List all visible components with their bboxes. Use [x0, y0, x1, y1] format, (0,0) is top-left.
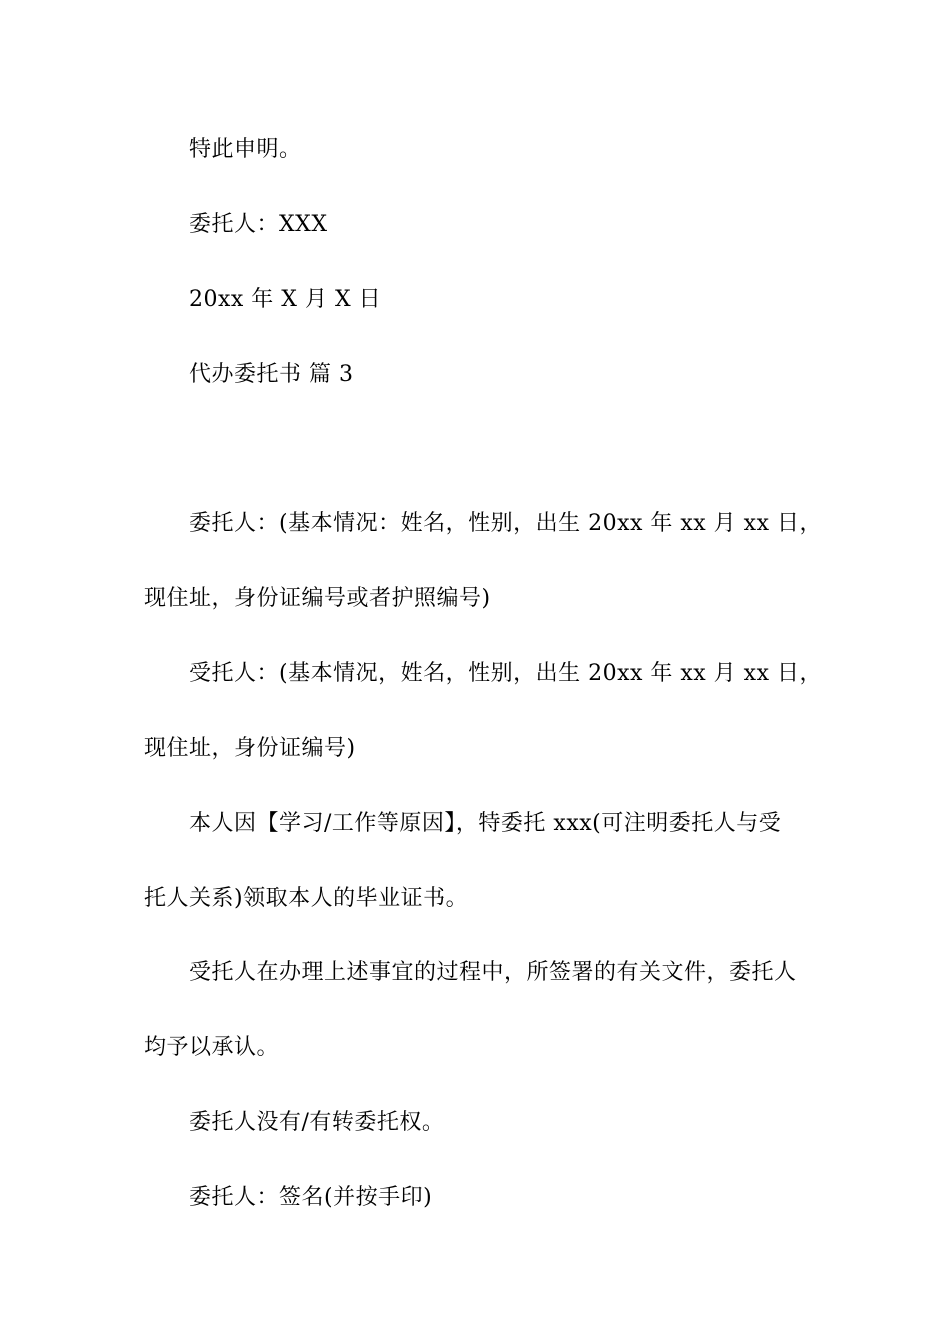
acknowledgement-line-1: 受托人在办理上述事宜的过程中，所签署的有关文件，委托人 — [189, 960, 797, 985]
agent-info-line-2: 现住址，身份证编号) — [144, 736, 356, 761]
principal-info-line-2: 现住址，身份证编号或者护照编号) — [144, 586, 491, 611]
acknowledgement-line-2: 均予以承认。 — [144, 1035, 280, 1060]
authorization-line-2: 托人关系)领取本人的毕业证书。 — [144, 886, 469, 911]
section-heading: 代办委托书 篇 3 — [189, 362, 354, 387]
date-line: 20xx 年 X 月 X 日 — [189, 287, 382, 312]
subdelegation-line: 委托人没有/有转委托权。 — [189, 1110, 445, 1135]
closing-statement: 特此申明。 — [189, 137, 302, 162]
authorization-line-1: 本人因【学习/工作等原因】，特委托 xxx(可注明委托人与受 — [189, 811, 782, 836]
principal-sign-line: 委托人：签名(并按手印) — [189, 1185, 433, 1210]
principal-info-line-1: 委托人：(基本情况：姓名，性别，出生 20xx 年 xx 月 xx 日， — [189, 511, 822, 536]
principal-signature-line: 委托人：XXX — [189, 212, 328, 237]
agent-info-line-1: 受托人：(基本情况，姓名，性别，出生 20xx 年 xx 月 xx 日， — [189, 661, 822, 686]
